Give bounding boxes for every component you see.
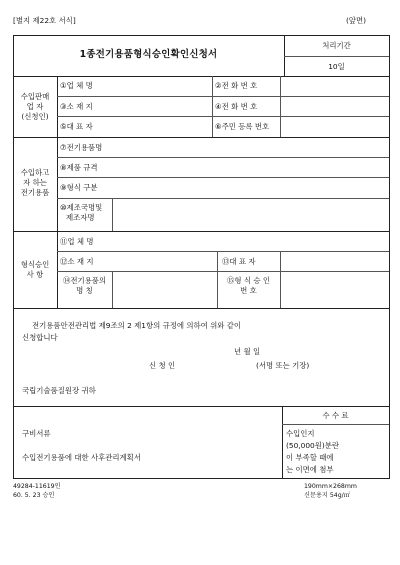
importer-phone2-label: ④전 화 번 호 <box>215 102 258 111</box>
product-spec-label: ⑧제품 규격 <box>60 163 98 172</box>
approval-product-name-label: ⑭전기용품의 명 칭 <box>62 276 107 295</box>
declaration-text-cont: 신청합니다 <box>22 333 58 342</box>
fee-header: 수 수 료 <box>322 411 349 420</box>
signature-note: (서명 또는 기장) <box>256 361 310 370</box>
footer-approval-date: 60. 5. 23 승인 <box>13 492 55 499</box>
addressee: 국립기술품질원장 귀하 <box>22 386 96 395</box>
importer-address-label: ③소 재 지 <box>60 102 93 111</box>
footer-paper-type: 신문용지 54g/㎡ <box>304 492 350 499</box>
required-docs-item: 수입전기용품에 대한 사후관리계획서 <box>22 453 141 462</box>
product-type-label: ⑨형식 구분 <box>60 183 98 192</box>
product-section-label: 수입하고 자 하는 전기용품 <box>20 168 50 197</box>
footer-paper-size: 190mm×268mm <box>304 483 357 490</box>
product-maker-label: ⑩제조국명및 제조자명 <box>60 203 103 222</box>
approval-number-label: ⑮형 식 승 인 번 호 <box>227 276 270 295</box>
required-docs-label: 구비서류 <box>22 429 51 438</box>
footer-code: 49284-11619인 <box>13 483 61 490</box>
declaration-text: 전기용품안전관리법 제9조의 2 제1항의 규정에 의하여 위와 같이 <box>32 321 242 330</box>
approval-section-label: 형식승인 사 항 <box>20 260 50 279</box>
form-title: 1종전기용품형식승인확인신청서 <box>79 49 218 60</box>
product-name-label: ⑦전기용품명 <box>60 143 103 152</box>
approval-address-label: ⑫소 재 지 <box>60 257 94 266</box>
importer-phone1-label: ②전 화 번 호 <box>215 81 258 90</box>
declaration-date: 년 월 일 <box>234 347 261 356</box>
importer-rep-label: ⑤대 표 자 <box>60 122 93 131</box>
fee-description: 수입인지 (50,000원)분란 이 부족할 때에 는 이면에 첨부 <box>286 429 340 474</box>
importer-section-label: 수입판매 업 자 (신청인) <box>20 92 50 121</box>
approval-company-label: ⑪업 체 명 <box>60 237 94 246</box>
page-side: (앞면) <box>346 16 367 25</box>
processing-label: 처리기간 <box>322 41 351 50</box>
processing-days: 10일 <box>328 62 345 71</box>
importer-company-label: ①업 체 명 <box>60 81 93 90</box>
approval-rep-label: ⑬대 표 자 <box>222 257 256 266</box>
importer-resident-no-label: ⑥주민 등록 번호 <box>215 122 270 131</box>
applicant-label: 신 청 인 <box>149 361 176 370</box>
form-code: [별지 제22호 서식] <box>13 16 76 25</box>
